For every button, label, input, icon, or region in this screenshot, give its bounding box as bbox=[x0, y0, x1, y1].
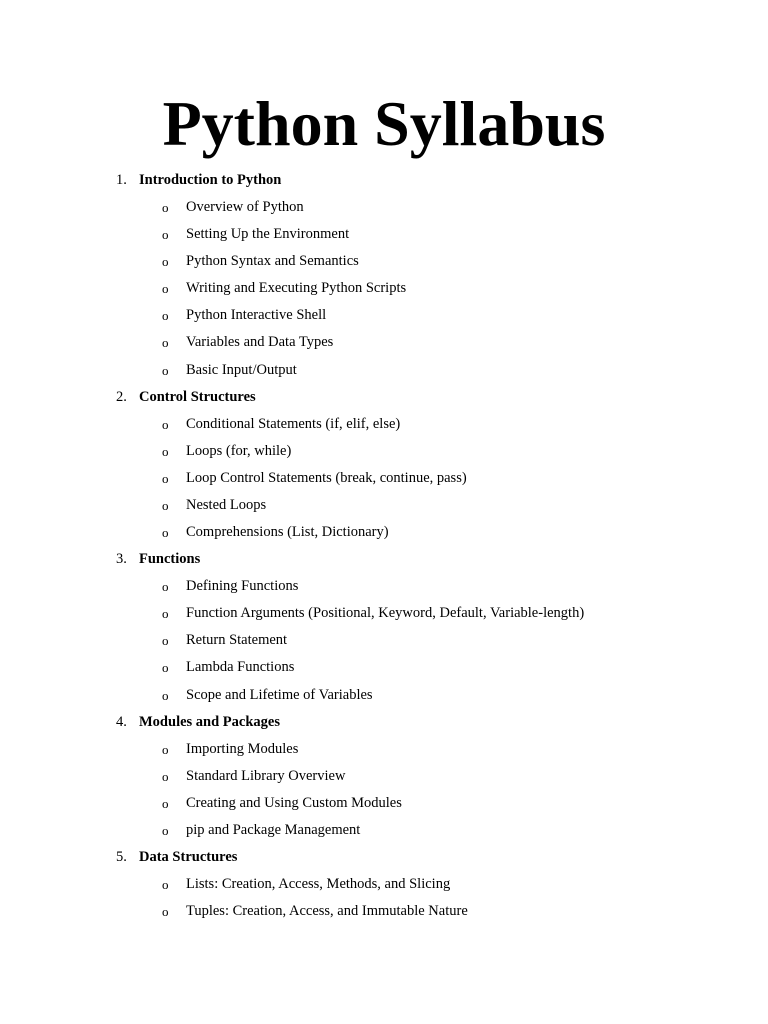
topic-label: Standard Library Overview bbox=[186, 767, 346, 784]
bullet-icon: o bbox=[162, 281, 169, 297]
bullet-icon: o bbox=[162, 606, 169, 622]
section-heading bbox=[0, 844, 768, 871]
section-heading bbox=[0, 384, 768, 411]
list-item bbox=[0, 898, 768, 925]
topic-label: Creating and Using Custom Modules bbox=[186, 794, 402, 811]
topic-label: Tuples: Creation, Access, and Immutable Nature bbox=[186, 903, 468, 920]
topic-label: Return Statement bbox=[186, 632, 288, 649]
bullet-icon: o bbox=[162, 227, 169, 243]
syllabus-section bbox=[0, 709, 768, 844]
topic-list bbox=[0, 871, 768, 925]
syllabus-outline bbox=[0, 167, 768, 925]
topic-label: Lambda Functions bbox=[186, 659, 295, 676]
bullet-icon: o bbox=[162, 822, 169, 838]
bullet-icon: o bbox=[162, 362, 169, 378]
syllabus-section bbox=[0, 384, 768, 546]
topic-label: Importing Modules bbox=[186, 740, 299, 757]
section-heading bbox=[0, 709, 768, 736]
topic-label: pip and Package Management bbox=[186, 821, 361, 838]
section-title: Modules and Packages bbox=[139, 713, 280, 730]
section-title: Control Structures bbox=[139, 388, 256, 405]
list-item bbox=[0, 573, 768, 600]
topic-label: Comprehensions (List, Dictionary) bbox=[186, 524, 389, 541]
list-item bbox=[0, 790, 768, 817]
topic-label: Defining Functions bbox=[186, 578, 299, 595]
topic-label: Python Syntax and Semantics bbox=[186, 253, 359, 270]
section-number: 4. bbox=[116, 713, 127, 730]
topic-list bbox=[0, 573, 768, 708]
list-item bbox=[0, 194, 768, 221]
section-number: 1. bbox=[116, 172, 127, 188]
bullet-icon: o bbox=[162, 254, 169, 270]
bullet-icon: o bbox=[162, 768, 169, 784]
section-number: 3. bbox=[116, 551, 127, 568]
bullet-icon: o bbox=[162, 308, 169, 324]
list-item bbox=[0, 682, 768, 709]
bullet-icon: o bbox=[162, 741, 169, 757]
list-item bbox=[0, 817, 768, 844]
list-item bbox=[0, 248, 768, 275]
topic-label: Variables and Data Types bbox=[186, 334, 334, 351]
page-title: Python Syllabus bbox=[162, 88, 606, 159]
section-title: Functions bbox=[139, 551, 201, 568]
section-title: Introduction to Python bbox=[139, 172, 282, 188]
bullet-icon: o bbox=[162, 904, 169, 920]
topic-label: Python Interactive Shell bbox=[186, 307, 327, 324]
section-heading bbox=[0, 546, 768, 573]
list-item bbox=[0, 275, 768, 302]
bullet-icon: o bbox=[162, 497, 169, 513]
section-number: 2. bbox=[116, 388, 127, 405]
bullet-icon: o bbox=[162, 579, 169, 595]
syllabus-section bbox=[0, 167, 768, 384]
topic-label: Conditional Statements (if, elif, else) bbox=[186, 415, 401, 432]
topic-label: Scope and Lifetime of Variables bbox=[186, 686, 373, 703]
bullet-icon: o bbox=[162, 443, 169, 459]
list-item bbox=[0, 600, 768, 627]
topic-label: Basic Input/Output bbox=[186, 361, 297, 378]
section-title: Data Structures bbox=[139, 848, 238, 865]
topic-label: Nested Loops bbox=[186, 496, 267, 513]
list-item bbox=[0, 627, 768, 654]
bullet-icon: o bbox=[162, 633, 169, 649]
list-item bbox=[0, 302, 768, 329]
list-item bbox=[0, 465, 768, 492]
bullet-icon: o bbox=[162, 335, 169, 351]
topic-list bbox=[0, 411, 768, 546]
list-item bbox=[0, 357, 768, 384]
list-item bbox=[0, 519, 768, 546]
bullet-icon: o bbox=[162, 525, 169, 541]
list-item bbox=[0, 763, 768, 790]
bullet-icon: o bbox=[162, 876, 169, 892]
list-item bbox=[0, 654, 768, 681]
topic-label: Function Arguments (Positional, Keyword, Default, Variable-length) bbox=[186, 605, 585, 622]
topic-label: Overview of Python bbox=[186, 199, 304, 215]
syllabus-section bbox=[0, 844, 768, 925]
list-item bbox=[0, 438, 768, 465]
topic-label: Setting Up the Environment bbox=[186, 226, 350, 243]
list-item bbox=[0, 871, 768, 898]
bullet-icon: o bbox=[162, 687, 169, 703]
topic-label: Loops (for, while) bbox=[186, 442, 292, 459]
syllabus-section bbox=[0, 546, 768, 708]
bullet-icon: o bbox=[162, 660, 169, 676]
topic-list bbox=[0, 736, 768, 844]
bullet-icon: o bbox=[162, 200, 169, 215]
list-item bbox=[0, 221, 768, 248]
list-item bbox=[0, 329, 768, 356]
topic-label: Lists: Creation, Access, Methods, and Slicing bbox=[186, 875, 451, 892]
list-item bbox=[0, 411, 768, 438]
bullet-icon: o bbox=[162, 470, 169, 486]
section-heading bbox=[0, 167, 768, 194]
topic-label: Writing and Executing Python Scripts bbox=[186, 280, 407, 297]
bullet-icon: o bbox=[162, 416, 169, 432]
bullet-icon: o bbox=[162, 795, 169, 811]
section-number: 5. bbox=[116, 848, 127, 865]
list-item bbox=[0, 492, 768, 519]
topic-label: Loop Control Statements (break, continue, pass) bbox=[186, 469, 467, 486]
topic-list bbox=[0, 194, 768, 384]
list-item bbox=[0, 736, 768, 763]
